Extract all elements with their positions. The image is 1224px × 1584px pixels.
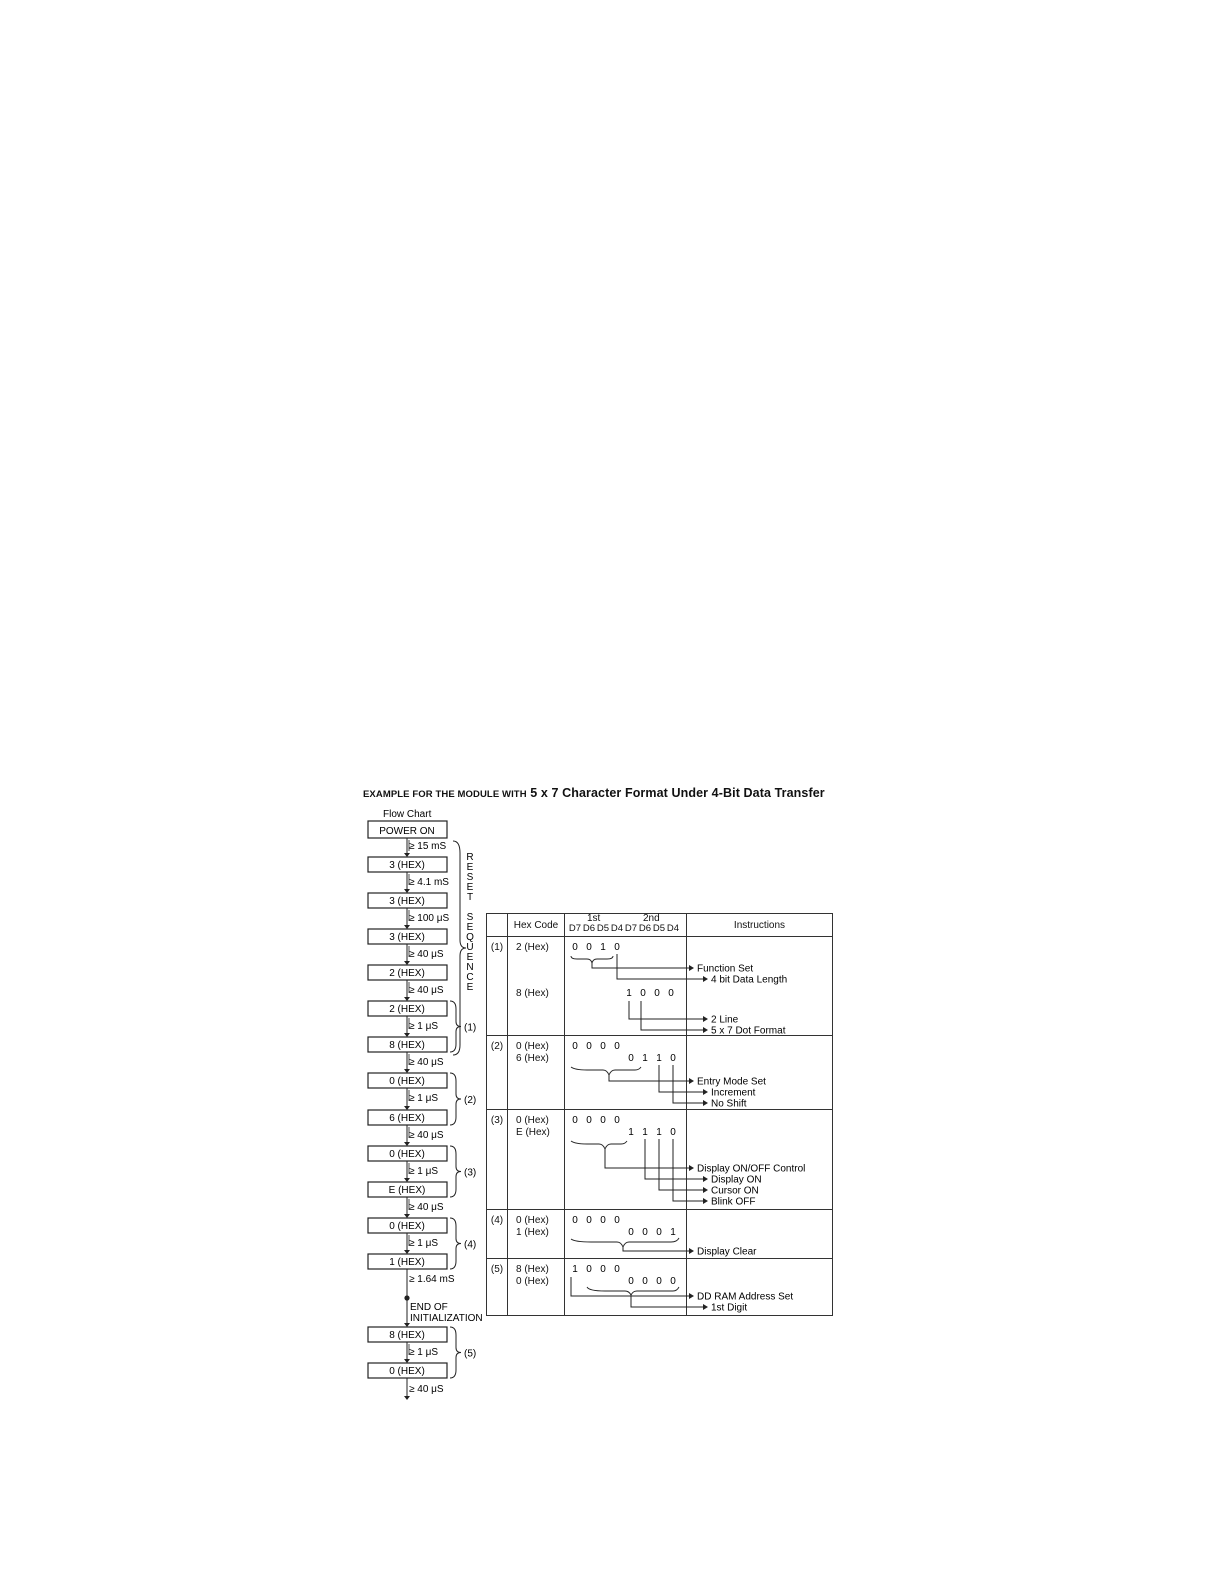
hex-code-list bbox=[508, 1036, 564, 1065]
header-num bbox=[487, 914, 508, 937]
title-part-smallcaps: EXAMPLE FOR THE MODULE WITH bbox=[363, 789, 527, 800]
bit-value: 0 bbox=[656, 1227, 662, 1238]
bit-value: 0 bbox=[586, 942, 592, 953]
header-second-nibble: 2nd bbox=[643, 913, 660, 924]
delay-label: ≥ 40 μS bbox=[409, 949, 444, 960]
flowchart-box-label: 2 (HEX) bbox=[389, 1004, 425, 1015]
group-label: (4) bbox=[464, 1239, 477, 1251]
bit-label: D5 bbox=[652, 923, 666, 934]
hex-code: 2 (Hex) bbox=[516, 942, 549, 953]
hex-code: 1 (Hex) bbox=[516, 1227, 549, 1238]
table-row bbox=[487, 1210, 833, 1259]
bit-value: 0 bbox=[656, 1276, 662, 1287]
arrow-icon bbox=[689, 965, 694, 971]
header-bits bbox=[565, 914, 687, 937]
hex-code-list bbox=[508, 1259, 564, 1288]
row-hex-codes bbox=[508, 1259, 565, 1316]
arrow-icon bbox=[689, 1293, 694, 1299]
bit-group-brace bbox=[571, 1141, 627, 1149]
group-label: (1) bbox=[464, 1022, 477, 1034]
row-hex-codes bbox=[508, 1210, 565, 1259]
bit-group-brace bbox=[587, 1287, 679, 1295]
connector-line bbox=[609, 1075, 689, 1081]
bit-label: D5 bbox=[596, 923, 610, 934]
bit-labels bbox=[568, 923, 680, 934]
table-row bbox=[487, 1036, 833, 1110]
bit-value: 0 bbox=[614, 942, 620, 953]
delay-label: ≥ 100 μS bbox=[409, 913, 450, 924]
step-number: (2) bbox=[490, 1041, 504, 1052]
delay-label: ≥ 15 mS bbox=[409, 841, 447, 852]
flowchart-box-label: 3 (HEX) bbox=[389, 860, 425, 871]
bit-diagram bbox=[565, 1110, 831, 1209]
bit-value: 0 bbox=[670, 1276, 676, 1287]
title-part-main: 5 x 7 Character Format Under 4-Bit Data Transfer bbox=[530, 786, 825, 800]
delay-label: ≥ 1 μS bbox=[409, 1238, 439, 1249]
bit-value: 1 bbox=[642, 1053, 648, 1064]
instruction-label: Increment bbox=[711, 1087, 756, 1099]
instruction-label: 1st Digit bbox=[711, 1302, 748, 1314]
instruction-label: Display ON bbox=[711, 1174, 762, 1186]
arrow-icon bbox=[703, 1304, 708, 1310]
flowchart-box-label: 3 (HEX) bbox=[389, 932, 425, 943]
bit-group-brace bbox=[571, 1238, 679, 1247]
step-number: (1) bbox=[490, 942, 504, 953]
flowchart-box-label: 0 (HEX) bbox=[389, 1076, 425, 1087]
bit-label: D6 bbox=[582, 923, 596, 934]
hex-code: 0 (Hex) bbox=[516, 1115, 549, 1126]
delay-label: ≥ 40 μS bbox=[409, 1202, 444, 1213]
bit-label: D7 bbox=[568, 923, 582, 934]
delay-label: ≥ 1 μS bbox=[409, 1166, 439, 1177]
bit-value: 0 bbox=[600, 1115, 606, 1126]
arrow-icon bbox=[703, 1016, 708, 1022]
bit-value: 0 bbox=[640, 988, 646, 999]
hex-code-list bbox=[508, 1110, 564, 1139]
connector-line bbox=[592, 963, 689, 968]
arrow-icon bbox=[703, 1176, 708, 1182]
group-brace bbox=[450, 1218, 461, 1269]
reset-sequence-letter: N bbox=[466, 962, 474, 973]
flowchart-box-label: 6 (HEX) bbox=[389, 1113, 425, 1124]
bit-value: 0 bbox=[572, 1041, 578, 1052]
table-row bbox=[487, 937, 833, 1036]
step-number: (4) bbox=[490, 1215, 504, 1226]
end-of-init-label: END OF bbox=[410, 1302, 448, 1313]
group-label: (5) bbox=[464, 1348, 477, 1360]
bit-value: 0 bbox=[614, 1115, 620, 1126]
bit-label: D6 bbox=[638, 923, 652, 934]
connector-line bbox=[623, 1247, 689, 1251]
header-hex-code: Hex Code bbox=[508, 914, 565, 937]
bit-value: 0 bbox=[642, 1227, 648, 1238]
row-bit-pattern bbox=[565, 1259, 833, 1316]
bit-value: 0 bbox=[614, 1264, 620, 1275]
row-step-number bbox=[487, 1036, 508, 1110]
group-brace bbox=[450, 1327, 461, 1378]
step-number: (3) bbox=[490, 1115, 504, 1126]
instruction-label: 5 x 7 Dot Format bbox=[711, 1025, 786, 1035]
reset-sequence-letter: U bbox=[466, 942, 474, 953]
bit-value: 0 bbox=[614, 1215, 620, 1226]
hex-code: 0 (Hex) bbox=[516, 1215, 549, 1226]
bit-value: 0 bbox=[628, 1053, 634, 1064]
flowchart-box-label: 3 (HEX) bbox=[389, 896, 425, 907]
group-label: (3) bbox=[464, 1167, 477, 1179]
bit-label: D4 bbox=[610, 923, 624, 934]
bit-value: 1 bbox=[656, 1053, 662, 1064]
hex-code-list bbox=[508, 937, 564, 1000]
bit-value: 1 bbox=[572, 1264, 578, 1275]
instruction-table bbox=[486, 913, 833, 1316]
bit-group-brace bbox=[571, 956, 613, 963]
bit-value: 1 bbox=[626, 988, 632, 999]
bit-diagram bbox=[565, 1036, 831, 1109]
bit-value: 0 bbox=[628, 1227, 634, 1238]
delay-label: ≥ 40 μS bbox=[409, 985, 444, 996]
row-bit-pattern bbox=[565, 1110, 833, 1210]
bit-value: 1 bbox=[642, 1127, 648, 1138]
reset-sequence-letter: Q bbox=[466, 932, 474, 943]
flowchart-box-label: E (HEX) bbox=[388, 1185, 426, 1196]
connector-line bbox=[645, 1139, 703, 1179]
reset-sequence-letter: R bbox=[466, 852, 474, 863]
hex-code: 0 (Hex) bbox=[516, 1276, 549, 1287]
delay-label: ≥ 40 μS bbox=[409, 1057, 444, 1068]
bit-value: 0 bbox=[572, 942, 578, 953]
row-step-number bbox=[487, 1259, 508, 1316]
bit-diagram bbox=[565, 937, 831, 1035]
instruction-label: Entry Mode Set bbox=[697, 1076, 766, 1088]
arrow-icon bbox=[689, 1078, 694, 1084]
flowchart-box-label: 1 (HEX) bbox=[389, 1257, 425, 1268]
flowchart-box-label: POWER ON bbox=[379, 826, 435, 837]
arrow-icon bbox=[703, 1198, 708, 1204]
flowchart-box-label: 8 (HEX) bbox=[389, 1040, 425, 1051]
reset-sequence-letter: E bbox=[466, 922, 474, 933]
connector-line bbox=[605, 1149, 689, 1168]
bit-value: 0 bbox=[614, 1041, 620, 1052]
bit-value: 0 bbox=[600, 1041, 606, 1052]
row-bit-pattern bbox=[565, 1036, 833, 1110]
delay-label: ≥ 40 μS bbox=[409, 1130, 444, 1141]
group-brace bbox=[450, 1001, 461, 1052]
reset-sequence-letter: C bbox=[466, 972, 474, 983]
instruction-label: 4 bit Data Length bbox=[711, 974, 788, 986]
arrow-icon bbox=[703, 1100, 708, 1106]
instruction-label: Blink OFF bbox=[711, 1196, 756, 1208]
flowchart-box-label: 0 (HEX) bbox=[389, 1149, 425, 1160]
bit-value: 0 bbox=[642, 1276, 648, 1287]
reset-sequence-letter: T bbox=[466, 892, 474, 903]
bit-value: 0 bbox=[600, 1215, 606, 1226]
bit-value: 0 bbox=[628, 1276, 634, 1287]
bit-value: 0 bbox=[586, 1264, 592, 1275]
bit-diagram bbox=[565, 1210, 831, 1258]
row-hex-codes bbox=[508, 1036, 565, 1110]
bit-value: 1 bbox=[600, 942, 606, 953]
flowchart-box-label: 0 (HEX) bbox=[389, 1221, 425, 1232]
delay-label: ≥ 1.64 mS bbox=[409, 1274, 455, 1285]
instruction-label: Display Clear bbox=[697, 1246, 757, 1258]
reset-sequence-letter: S bbox=[466, 912, 474, 923]
end-of-init-dot bbox=[404, 1295, 409, 1300]
row-step-number bbox=[487, 1110, 508, 1210]
instruction-label: Function Set bbox=[697, 963, 754, 975]
instruction-label: 2 Line bbox=[711, 1014, 739, 1026]
row-hex-codes bbox=[508, 937, 565, 1036]
bit-value: 0 bbox=[586, 1041, 592, 1052]
reset-sequence-letter: E bbox=[466, 982, 474, 993]
header-first-nibble: 1st bbox=[587, 913, 601, 924]
flowchart-box-label: 0 (HEX) bbox=[389, 1366, 425, 1377]
flowchart-box-label: 8 (HEX) bbox=[389, 1330, 425, 1341]
page-title bbox=[363, 786, 825, 800]
bit-value: 0 bbox=[670, 1127, 676, 1138]
delay-label: ≥ 1 μS bbox=[409, 1021, 439, 1032]
row-bit-pattern bbox=[565, 937, 833, 1036]
row-step-number bbox=[487, 937, 508, 1036]
bit-value: 1 bbox=[656, 1127, 662, 1138]
header-instructions: Instructions bbox=[687, 914, 833, 937]
hex-code: 0 (Hex) bbox=[516, 1041, 549, 1052]
bit-value: 0 bbox=[572, 1215, 578, 1226]
arrow-icon bbox=[703, 1089, 708, 1095]
bit-value: 0 bbox=[668, 988, 674, 999]
hex-code: 8 (Hex) bbox=[516, 988, 549, 999]
connector-line bbox=[641, 1001, 703, 1030]
delay-label: ≥ 1 μS bbox=[409, 1093, 439, 1104]
row-step-number bbox=[487, 1210, 508, 1259]
reset-sequence-letter: E bbox=[466, 952, 474, 963]
bit-label: D4 bbox=[666, 923, 680, 934]
reset-sequence-letter: E bbox=[466, 862, 474, 873]
reset-sequence-letter: S bbox=[466, 872, 474, 883]
arrow-icon bbox=[703, 1027, 708, 1033]
delay-label: ≥ 1 μS bbox=[409, 1347, 439, 1358]
bit-value: 1 bbox=[670, 1227, 676, 1238]
bit-value: 0 bbox=[586, 1215, 592, 1226]
arrow-icon bbox=[703, 1187, 708, 1193]
initialization-flowchart bbox=[360, 805, 490, 1405]
step-number: (5) bbox=[490, 1264, 504, 1275]
instruction-label: DD RAM Address Set bbox=[697, 1291, 794, 1303]
instruction-label: No Shift bbox=[711, 1098, 747, 1109]
reset-sequence-letter: E bbox=[466, 882, 474, 893]
table-header-row bbox=[487, 914, 833, 937]
bit-value: 0 bbox=[586, 1115, 592, 1126]
bit-value: 0 bbox=[670, 1053, 676, 1064]
delay-label: ≥ 4.1 mS bbox=[409, 877, 449, 888]
bit-value: 0 bbox=[654, 988, 660, 999]
bit-diagram bbox=[565, 1259, 831, 1315]
hex-code-list bbox=[508, 1210, 564, 1239]
instruction-label: Display ON/OFF Control bbox=[697, 1163, 806, 1175]
instruction-label: Cursor ON bbox=[711, 1185, 759, 1197]
hex-code: 8 (Hex) bbox=[516, 1264, 549, 1275]
group-brace bbox=[450, 1073, 461, 1125]
bit-group-brace bbox=[571, 1067, 641, 1075]
end-of-init-label: INITIALIZATION bbox=[410, 1313, 483, 1324]
flowchart-heading: Flow Chart bbox=[383, 809, 432, 820]
bit-value: 0 bbox=[600, 1264, 606, 1275]
bit-value: 0 bbox=[572, 1115, 578, 1126]
hex-code: 6 (Hex) bbox=[516, 1053, 549, 1064]
arrow-icon bbox=[404, 1396, 410, 1400]
flowchart-box-label: 2 (HEX) bbox=[389, 968, 425, 979]
connector-line bbox=[629, 1001, 703, 1019]
table-row bbox=[487, 1110, 833, 1210]
bit-value: 1 bbox=[628, 1127, 634, 1138]
bits-header bbox=[565, 914, 686, 936]
row-hex-codes bbox=[508, 1110, 565, 1210]
arrow-icon bbox=[689, 1248, 694, 1254]
bit-label: D7 bbox=[624, 923, 638, 934]
hex-code: E (Hex) bbox=[516, 1127, 550, 1138]
arrow-icon bbox=[703, 976, 708, 982]
arrow-icon bbox=[689, 1165, 694, 1171]
delay-label: ≥ 40 μS bbox=[409, 1384, 444, 1395]
row-bit-pattern bbox=[565, 1210, 833, 1259]
group-brace bbox=[450, 1146, 461, 1197]
group-label: (2) bbox=[464, 1095, 477, 1106]
table-row bbox=[487, 1259, 833, 1316]
